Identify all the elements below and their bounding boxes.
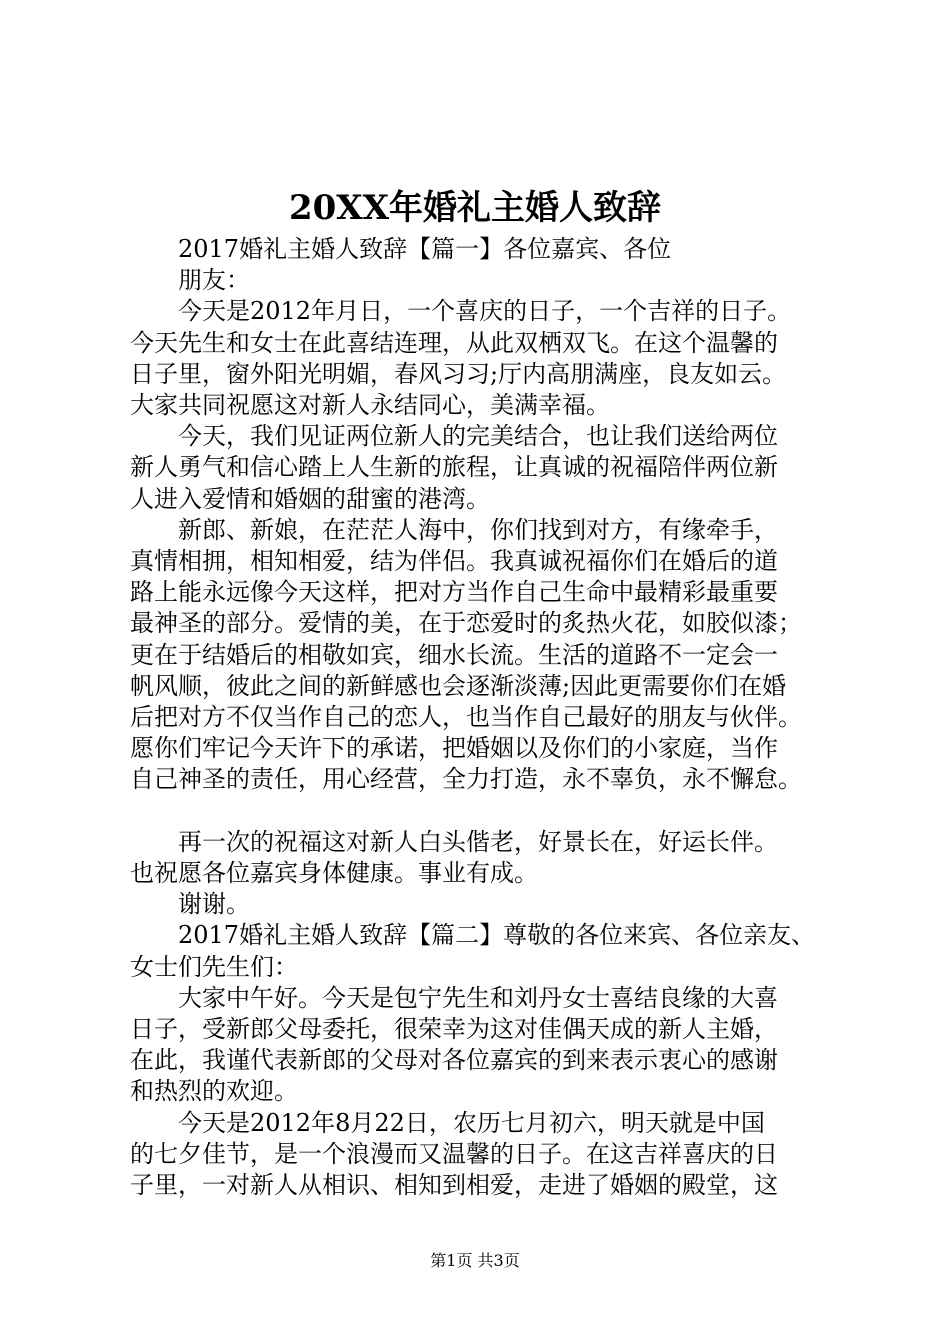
document-body xyxy=(130,234,846,1201)
text-line: 女士们先生们： xyxy=(130,952,298,981)
text-line: 日子里，窗外阳光明媚，春风习习;厅内高朋满座，良友如云。 xyxy=(130,359,787,388)
text-line: 子里，一对新人从相识、相知到相爱，走进了婚姻的殿堂，这 xyxy=(130,1171,778,1200)
text-line: 后把对方不仅当作自己的恋人，也当作自己最好的朋友与伙伴。 xyxy=(130,703,802,732)
text-line: 更在于结婚后的相敬如宾，细水长流。生活的道路不一定会一 xyxy=(130,640,778,669)
text-line: 2017婚礼主婚人致辞【篇二】尊敬的各位来宾、各位亲友、 xyxy=(178,921,816,950)
text-line: 人进入爱情和婚姻的甜蜜的港湾。 xyxy=(130,484,490,513)
text-line: 的七夕佳节，是一个浪漫而又温馨的日子。在这吉祥喜庆的日 xyxy=(130,1139,778,1168)
text-line: 和热烈的欢迎。 xyxy=(130,1077,298,1106)
text-line: 路上能永远像今天这样，把对方当作自己生命中最精彩最重要 xyxy=(130,578,778,607)
text-line: 新郎、新娘，在茫茫人海中，你们找到对方，有缘牵手， xyxy=(178,515,778,544)
text-line: 2017婚礼主婚人致辞【篇一】各位嘉宾、各位 xyxy=(178,235,672,263)
document-title: 20XX年婚礼主婚人致辞 xyxy=(288,188,662,228)
text-line: 再一次的祝福这对新人白头偕老，好景长在，好运长伴。 xyxy=(178,827,778,856)
text-line: 自己神圣的责任，用心经营，全力打造，永不辜负，永不懈怠。 xyxy=(130,765,802,794)
text-line: 今天，我们见证两位新人的完美结合，也让我们送给两位 xyxy=(178,422,778,451)
text-line: 今天先生和女士在此喜结连理，从此双栖双飞。在这个温馨的 xyxy=(130,328,778,357)
text-line: 真情相拥，相知相爱，结为伴侣。我真诚祝福你们在婚后的道 xyxy=(130,547,778,576)
text-line: 今天是2012年8月22日，农历七月初六，明天就是中国 xyxy=(178,1108,765,1137)
text-line: 大家共同祝愿这对新人永结同心，美满幸福。 xyxy=(130,391,610,420)
page-footer: 第1页 共3页 xyxy=(430,1251,520,1270)
text-line: 谢谢。 xyxy=(178,890,250,919)
text-line: 愿你们牢记今天许下的承诺，把婚姻以及你们的小家庭，当作 xyxy=(130,734,778,763)
text-line: 日子，受新郎父母委托，很荣幸为这对佳偶天成的新人主婚， xyxy=(130,1015,778,1044)
text-line: 在此，我谨代表新郎的父母对各位嘉宾的到来表示衷心的感谢 xyxy=(130,1046,778,1075)
text-line: 今天是2012年月日，一个喜庆的日子，一个吉祥的日子。 xyxy=(178,297,792,326)
text-line: 最神圣的部分。爱情的美，在于恋爱时的炙热火花，如胶似漆； xyxy=(130,609,802,638)
text-line: 朋友： xyxy=(178,266,250,295)
text-line: 大家中午好。今天是包宁先生和刘丹女士喜结良缘的大喜 xyxy=(178,983,778,1012)
text-line: 也祝愿各位嘉宾身体健康。事业有成。 xyxy=(130,859,538,888)
text-line xyxy=(130,796,846,827)
text-line: 帆风顺，彼此之间的新鲜感也会逐渐淡薄;因此更需要你们在婚 xyxy=(130,671,787,700)
text-line: 新人勇气和信心踏上人生新的旅程，让真诚的祝福陪伴两位新 xyxy=(130,453,778,482)
